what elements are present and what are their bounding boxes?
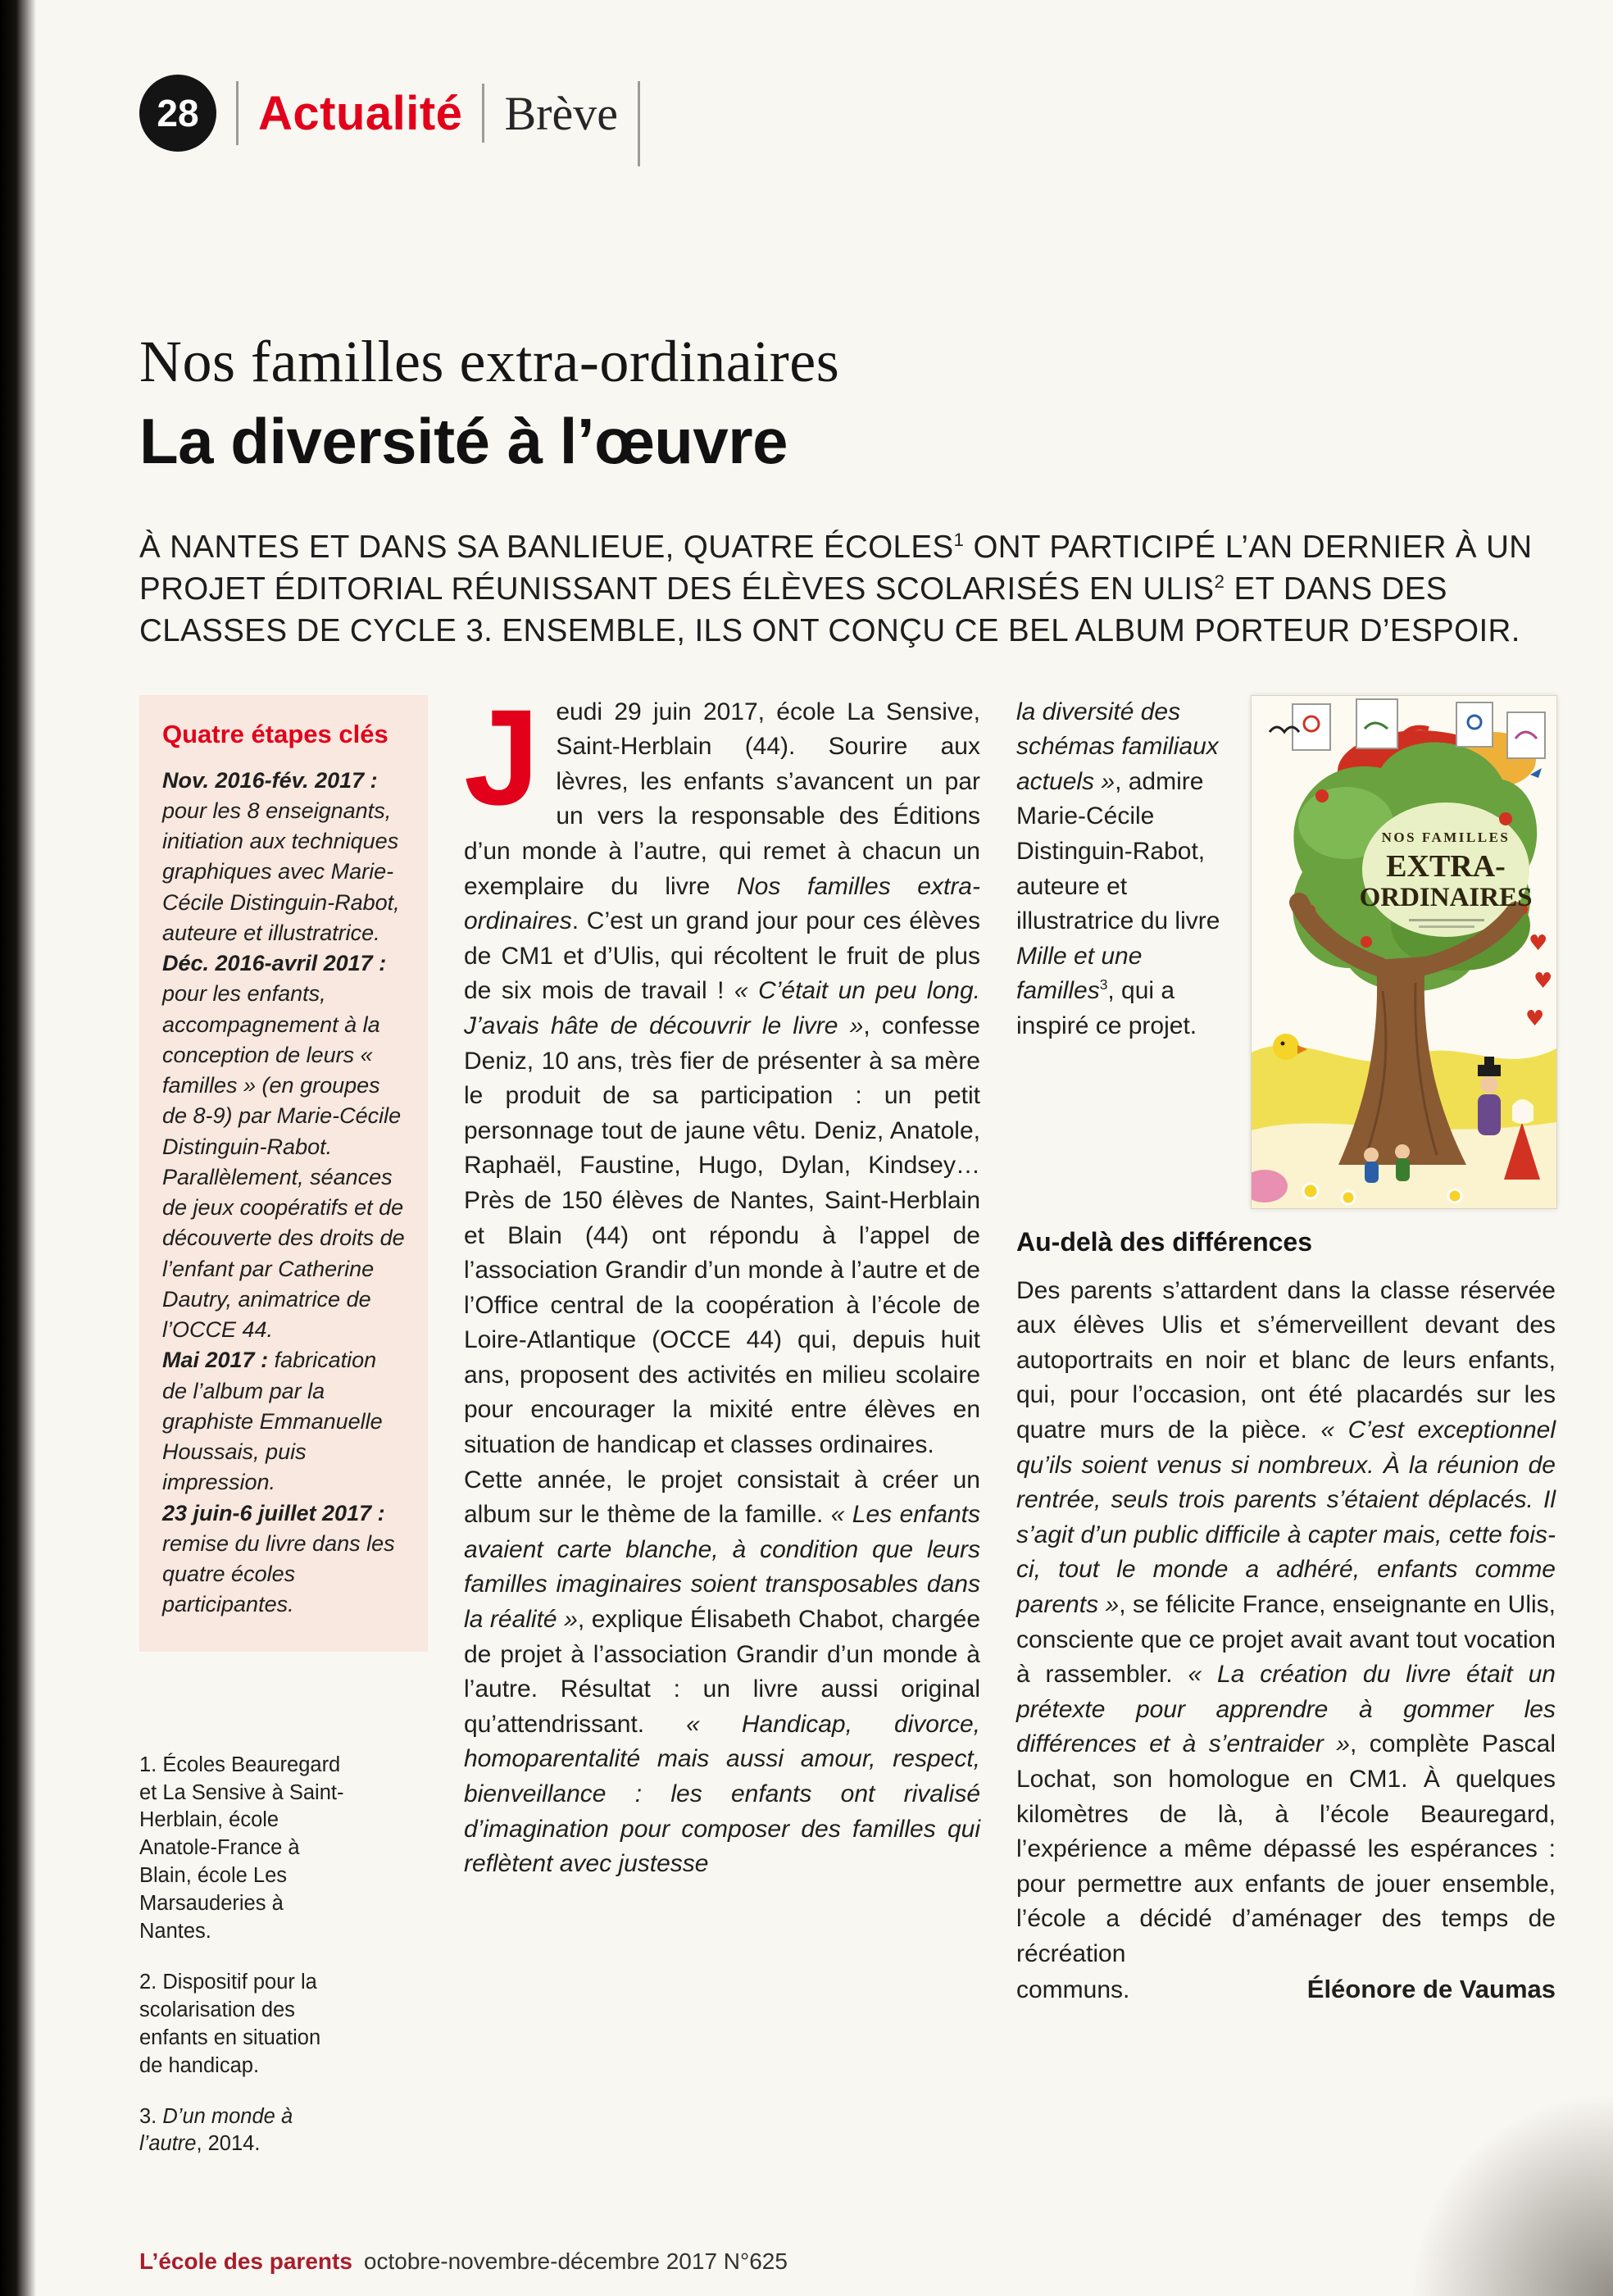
article-paragraph-2: Cette année, le projet consistait à créer un album sur le thème de la famille. « Les enfants avaient carte blanche, à condition que leurs familles imaginaires soient transposables dans la réalité », explique Élisabeth Chabot, chargée de projet à l’association Grandir d’un monde à l’autre. Résultat : un livre aussi original qu’attendrissant. « Handicap, divorce, homoparentalité mais aussi amour, respect, bienveillance : les enfants ont rivalisé d’imagination pour composer des familles qui reflètent avec justesse (464, 1466, 981, 1878)
header-divider (236, 81, 239, 145)
rubric-label: Brève (504, 86, 618, 140)
article-column-1 (464, 681, 981, 2182)
book-cover-title-mid: EXTRA- (1386, 848, 1506, 884)
article-final-line (1016, 1971, 1556, 2008)
key-steps-title: Quatre étapes clés (162, 719, 388, 748)
key-steps-box (139, 695, 428, 1652)
left-column (139, 695, 428, 2182)
article-paragraph-4: Des parents s’attardent dans la classe réservée aux élèves Ulis et s’émerveillent devant des autoportraits en noir et blanc de leurs enfants, qui, pour l’occasion, ont été placardés sur les quatre murs de la pièce. « C’est exceptionnel qu’ils soient venus si nombreux. À la réunion de rentrée, seuls trois parents s’étaient déplacés. Il s’agit d’un public difficile à capter mais, cette fois-ci, tout le monde a adhéré, enfants comme parents », se félicite France, enseignante en Ulis, consciente que ce projet avait avant tout vocation à rassembler. « La création du livre était un prétexte pour apprendre à gommer les différences et à s’entraider », complète Pascal Lochat, son homologue en CM1. À quelques kilomètres de là, à l’école Beauregard, l’expérience a même dépassé les espérances : pour permettre aux enfants de jouer ensemble, l’école a décidé d’aménager des temps de récréation (1016, 1276, 1556, 1967)
book-cover-title-top: NOS FAMILLES (1381, 829, 1511, 845)
svg-text:♥: ♥ (1529, 930, 1548, 956)
article-title: La diversité à l’œuvre (139, 405, 788, 477)
scan-corner-shadow (1367, 2083, 1613, 2296)
page-number-badge (139, 75, 216, 152)
page-header (139, 72, 1556, 154)
book-cover-illustration (1252, 696, 1556, 1208)
article-column-2 (1016, 695, 1556, 2182)
drop-cap: J (464, 681, 540, 834)
footnote-1: 1. Écoles Beauregard et La Sensive à Saint-Herblain, école Anatole-France à Blain, école Les Marsauderies à Nantes. (139, 1753, 344, 1944)
header-divider (482, 84, 484, 143)
issue-info: octobre-novembre-décembre 2017 N°625 (363, 2248, 788, 2274)
page-number: 28 (157, 92, 199, 134)
scan-edge-shadow (0, 0, 36, 2296)
byline: Éléonore de Vaumas (1306, 1975, 1556, 2004)
article-kicker: Nos familles extra-ordinaires (139, 329, 840, 394)
article-paragraph-3: la diversité des schémas familiaux actuels », admire Marie-Cécile Distinguin-Rabot, auteure et illustratrice du livre Mille et une familles$^3$, qui a inspiré ce projet. (1016, 698, 1220, 1039)
article-paragraph-1 (464, 681, 980, 1463)
page-footer (139, 2248, 788, 2275)
magazine-name: L’école des parents (139, 2248, 352, 2274)
article-body (139, 681, 1556, 2182)
standfirst: À NANTES ET DANS SA BANLIEUE, QUATRE ÉCOLES$^1$ ONT PARTICIPÉ L’AN DERNIER À UN PROJET ÉDITORIAL RÉUNISSANT DES ÉLÈVES SCOLARISÉS EN ULIS$^2$ ET DANS DES CLASSES DE CYCLE 3. ENSEMBLE, ILS ONT CONÇU CE BEL ALBUM PORTEUR D’ESPOIR. (139, 530, 1533, 649)
footnotes (139, 1752, 428, 2159)
footnote-3: 3. D’un monde à l’autre, 2014. (139, 2104, 293, 2156)
subheading: Au-delà des différences (1016, 1226, 1312, 1257)
key-step-4: 23 juin-6 juillet 2017 : remise du livre dans les quatre écoles participantes. (162, 1500, 395, 1617)
paragraph-text: eudi 29 juin 2017, école La Sensive, Saint-Herblain (44). Sourire aux lèvres, les enfants s’avancent un par un vers la responsable des Éditions d’un monde à l’autre, qui remet à chacun un exemplaire du livre Nos familles extra-ordinaires. C’est un grand jour pour ces élèves de CM1 et d’Ulis, qui récoltent le fruit de plus de six mois de travail ! « C’était un peu long. J’avais hâte de découvrir le livre », confesse Deniz, 10 ans, très fier de présenter à sa mère le produit de sa participation : un petit personnage tout de jaune vêtu. Deniz, Anatole, Raphaël, Faustine, Hugo, Dylan, Kindsey… Près de 150 élèves de Nantes, Saint-Herblain et Blain (44) ont répondu à l’appel de l’association Grandir d’un monde à l’autre et de l’Office central de la coopération à l’école de Loire-Atlantique (OCCE 44) qui, depuis huit ans, proposent des activités en milieu scolaire pour encourager la mixité entre élèves en situation de handicap et classes ordinaires. (464, 698, 980, 1459)
svg-text:♥: ♥ (1525, 1006, 1545, 1031)
article-paragraph-end: communs. (1016, 1976, 1130, 2004)
svg-text:♥: ♥ (1533, 968, 1553, 993)
key-step-2: Déc. 2016-avril 2017 : pour les enfants, accompagnement à la conception de leurs « familles » (en groupes de 8-9) par Marie-Cécile Distinguin-Rabot. Parallèlement, séances de jeux coopératifs et de découverte des droits de l’enfant par Catherine Dautry, animatrice de l’OCCE 44. (162, 951, 405, 1343)
footnote-2: 2. Dispositif pour la scolarisation des enfants en situation de handicap. (139, 1970, 321, 2077)
key-step-3: Mai 2017 : fabrication de l’album par la graphiste Emmanuelle Houssais, puis impression. (162, 1348, 383, 1495)
section-label: Actualité (258, 86, 463, 140)
key-step-1: Nov. 2016-fév. 2017 : pour les 8 enseignants, initiation aux techniques graphiques avec Marie-Cécile Distinguin-Rabot, auteure et illustratrice. (162, 767, 400, 945)
header-divider (638, 81, 640, 166)
column-top-row (1016, 695, 1556, 1209)
book-cover (1251, 695, 1557, 1209)
book-cover-title-bottom: ORDINAIRES (1359, 882, 1533, 912)
